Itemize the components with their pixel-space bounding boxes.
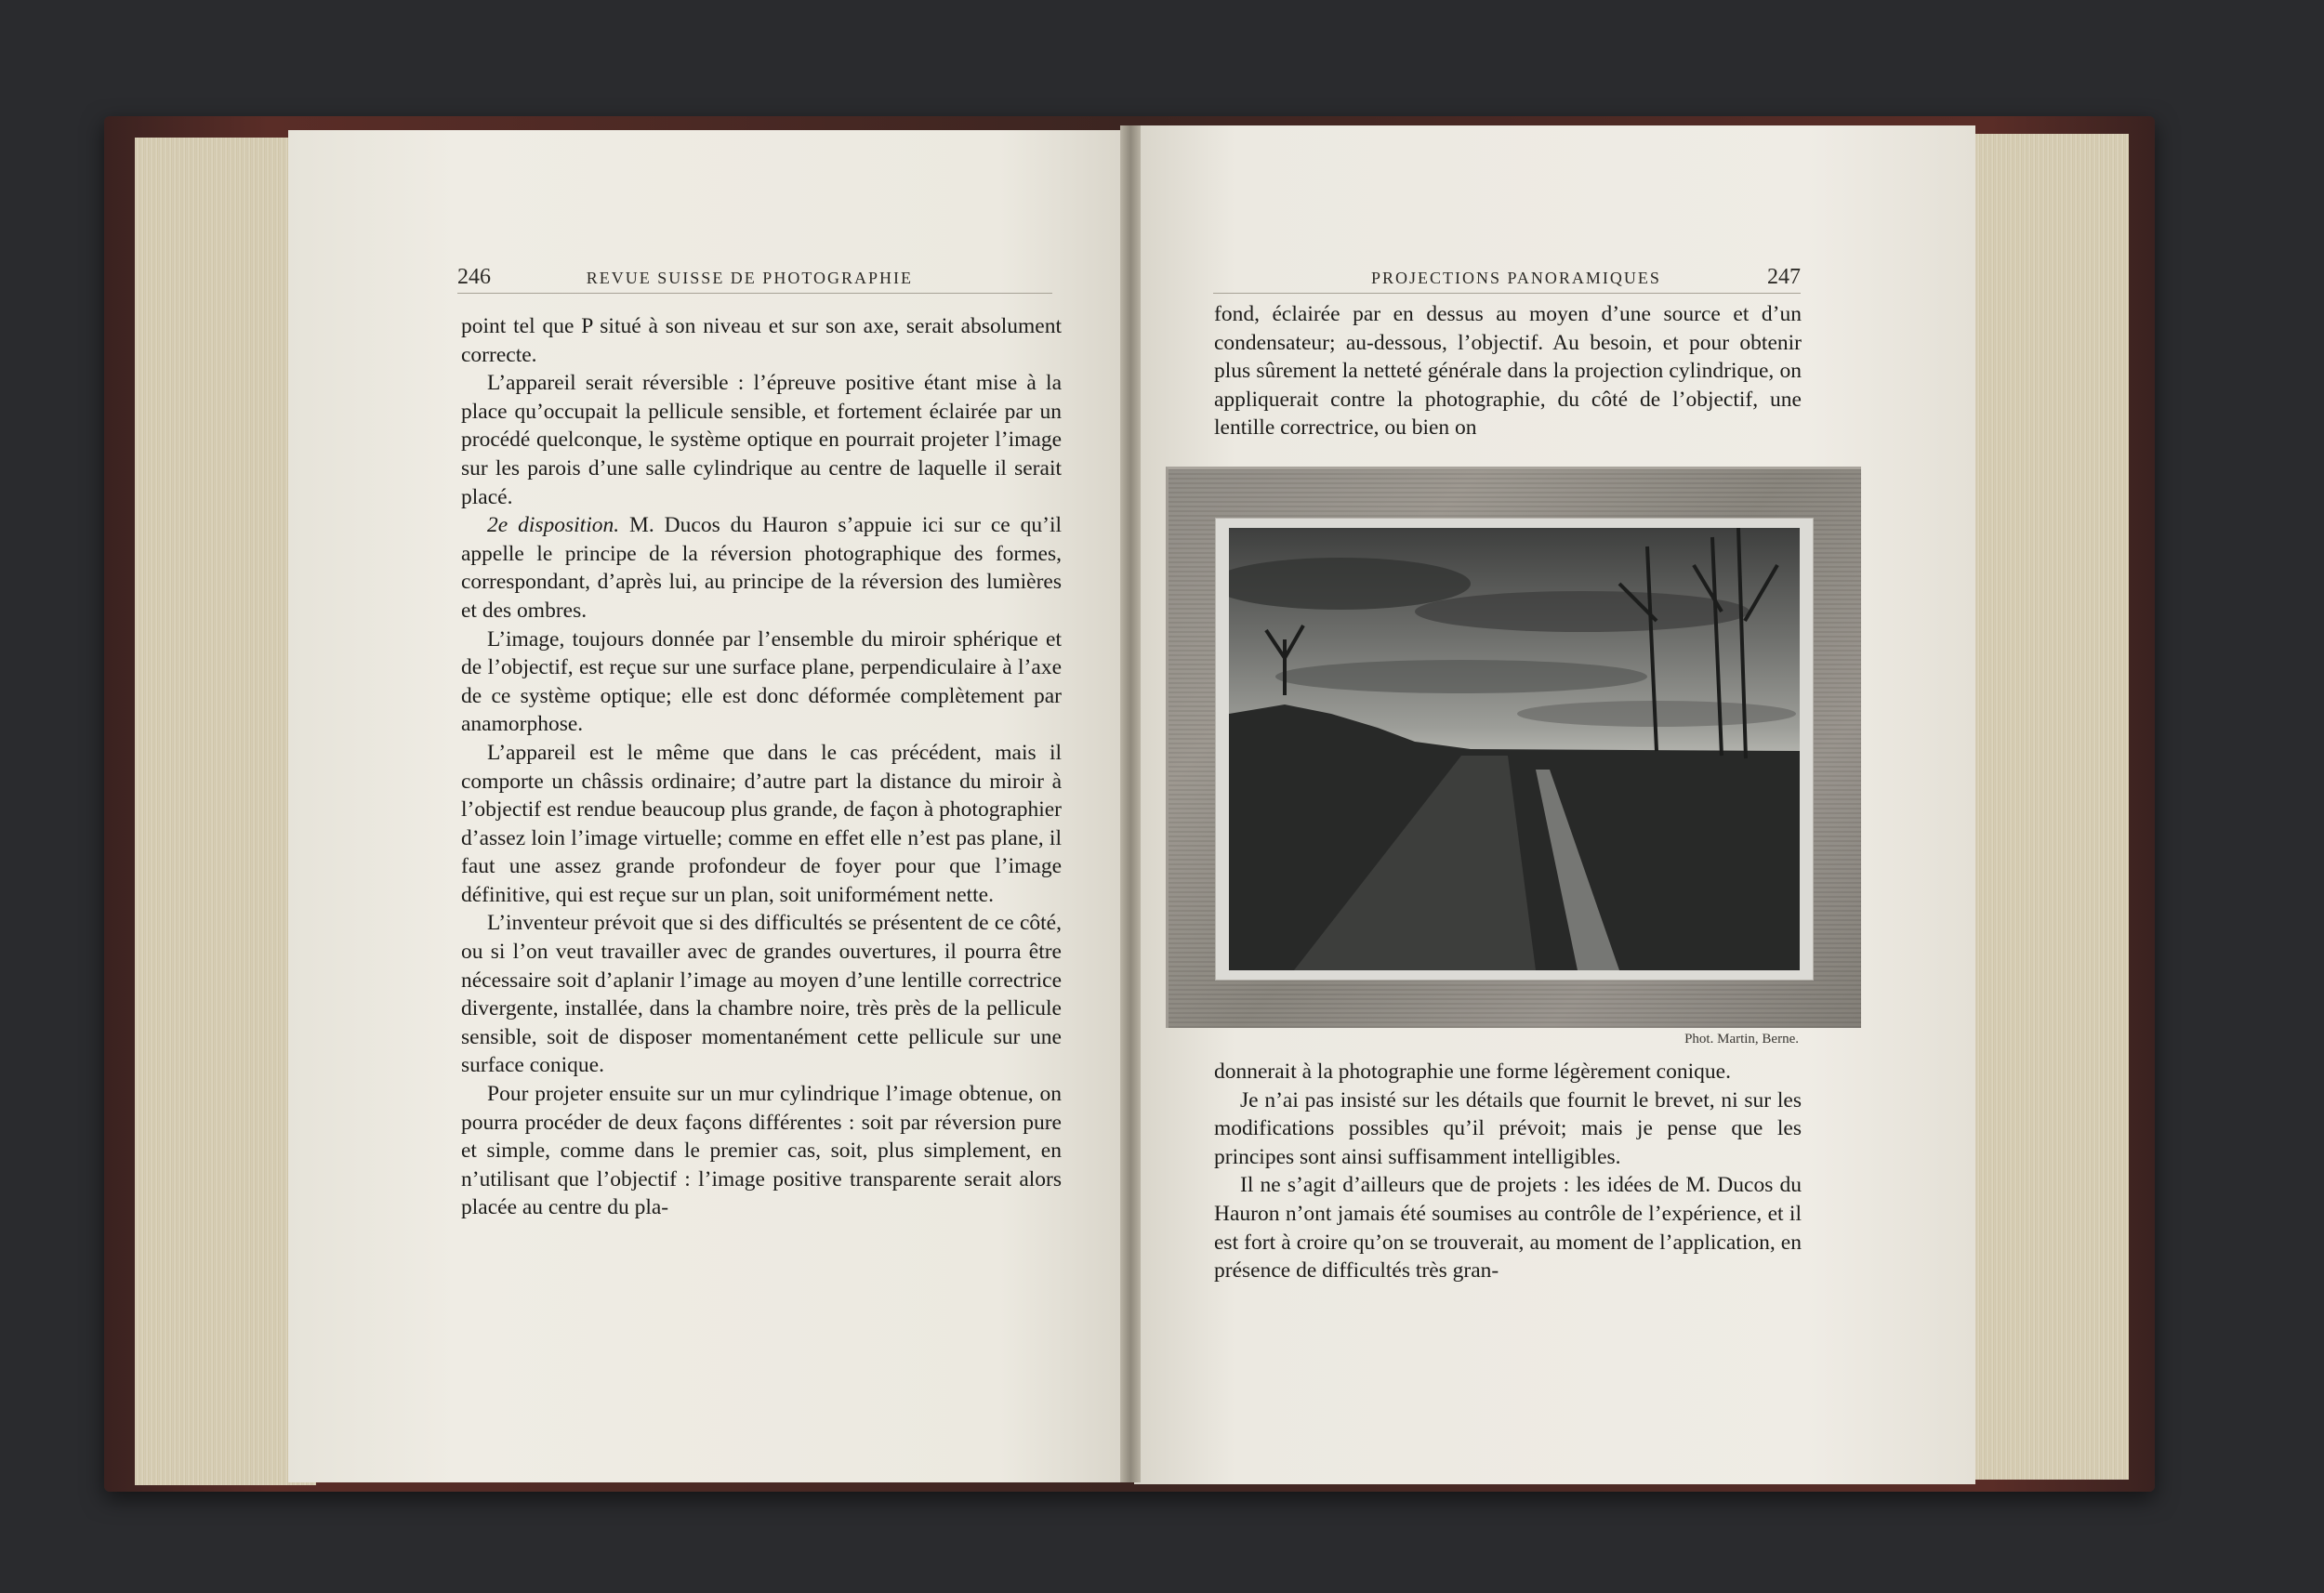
paragraph-text: M. Ducos du Hauron s’appuie ici sur ce qu’il appelle le principe de la réversion photographique des formes, correspondant, d’après lui, au principe de la réversion des lumières et des ombres. bbox=[461, 513, 1063, 623]
right-running-head bbox=[1213, 265, 1801, 294]
paragraph: point tel que P situé à son niveau et sur son axe, serait absolument correcte. bbox=[461, 314, 1062, 367]
left-page-text bbox=[461, 312, 1062, 1222]
right-page-edges bbox=[1961, 134, 2129, 1480]
right-page-top-text bbox=[1214, 300, 1802, 442]
left-running-head bbox=[457, 265, 1052, 294]
paragraph-disposition bbox=[461, 511, 1062, 625]
framed-photograph bbox=[1166, 467, 1861, 1028]
photo-mat bbox=[1215, 518, 1814, 981]
paragraph: fond, éclairée par en dessus au moyen d’une source et d’un condensateur; au-dessous, l’objectif. Au besoin, et pour obtenir plus sûrement la netteté générale dans la projection cylindrique, on appliquerait contre la photographie, du côté de l’objectif, une lentille correctrice, ou bien on bbox=[1214, 302, 1802, 441]
paragraph: L’inventeur prévoit que si des difficultés se présentent de ce côté, ou si l’on veut travailler avec de grandes ouvertures, il pourra être nécessaire soit d’aplanir l’image au moyen d’une lentille correctrice divergente, installée, dans la chambre noire, très près de la pellicule sensible, soit de disposer momentanément cette pellicule sur une surface conique. bbox=[461, 911, 1062, 1078]
right-page-bottom-text bbox=[1214, 1058, 1802, 1285]
book-gutter bbox=[1120, 125, 1141, 1482]
paragraph: Je n’ai pas insisté sur les détails que fournit le brevet, ni sur les modifications possibles qu’il prévoit; mais je pense que les principes sont ainsi suffisamment intelligibles. bbox=[1214, 1087, 1802, 1169]
paragraph: Pour projeter ensuite sur un mur cylindrique l’image obtenue, on pourra procéder de deux façons différentes : soit par réversion pure et simple, comme dans le premier cas, soit, plus simplement, en n’utilisant que l’objectif : l’image positive transparente serait alors placée au centre du pla- bbox=[461, 1082, 1062, 1220]
disposition-label: 2e disposition. bbox=[487, 513, 620, 538]
paragraph: L’appareil est le même que dans le cas précédent, mais il comporte un châssis ordinaire; d’autre part la distance du miroir à l’objectif est rendue beaucoup plus grande, de façon à photographier d’assez loin l’image virtuelle; comme en effet elle n’est pas plane, il faut une assez grande profondeur de foyer pour que l’image définitive, qui est reçue sur un plan, soit uniformément nette. bbox=[461, 740, 1062, 907]
paragraph: donnerait à la photographie une forme légèrement conique. bbox=[1214, 1060, 1731, 1084]
paragraph: L’appareil serait réversible : l’épreuve positive étant mise à la place qu’occupait la pellicule sensible, et fortement éclairée par un procédé quelconque, le système optique en pourrait projeter l’image sur les parois d’une salle cylindrique au centre de laquelle il serait placé. bbox=[461, 371, 1062, 509]
paragraph: L’image, toujours donnée par l’ensemble du miroir sphérique et de l’objectif, est reçue sur une surface plane, perpendiculaire à l’axe de ce système optique; elle est donc déformée complètement par anamorphose. bbox=[461, 626, 1062, 737]
photo-caption: Phot. Martin, Berne. bbox=[1684, 1032, 1799, 1047]
running-title-right: PROJECTIONS PANORAMIQUES bbox=[1371, 269, 1661, 287]
running-title-left: REVUE SUISSE DE PHOTOGRAPHIE bbox=[586, 269, 913, 287]
page-number-left: 246 bbox=[457, 265, 491, 289]
paragraph: Il ne s’agit d’ailleurs que de projets : les idées de M. Ducos du Hauron n’ont jamais été soumises au contrôle de l’expérience, et il est fort à croire qu’on se trouverait, au moment de l’application, en présence de difficultés très gran- bbox=[1214, 1173, 1802, 1284]
page-number-right: 247 bbox=[1767, 265, 1801, 289]
landscape-photo bbox=[1229, 528, 1800, 970]
